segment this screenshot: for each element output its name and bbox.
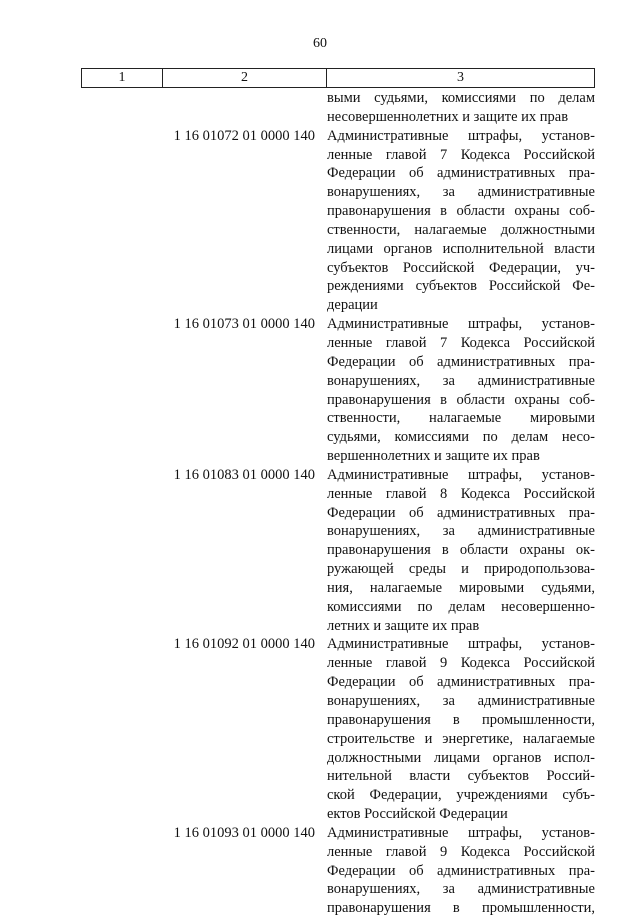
table-body <box>81 89 595 918</box>
budget-code-cell: 1 16 01083 01 0000 140 <box>173 466 315 483</box>
description-line: несовершеннолетних и защите их прав <box>327 108 569 125</box>
description-line: судьями, комиссиями по делам несо- <box>327 429 595 446</box>
table-row <box>81 127 595 315</box>
description-line: Административные штрафы, установ- <box>327 466 595 483</box>
description-line: ской Федерации, учреждениями субъ- <box>327 787 595 804</box>
description-line: ственности, налагаемые должностными <box>327 221 595 238</box>
budget-code-cell: 1 16 01072 01 0000 140 <box>173 127 315 144</box>
table-row <box>81 466 595 636</box>
table-row <box>81 89 595 127</box>
description-line: ленные главой 7 Кодекса Российской <box>327 334 595 351</box>
column-header-2: 2 <box>163 69 327 87</box>
budget-code-cell: 1 16 01093 01 0000 140 <box>173 824 315 841</box>
description-line: Административные штрафы, установ- <box>327 636 595 653</box>
table-row <box>81 315 595 466</box>
description-cell <box>327 635 595 823</box>
description-line: правонарушения в области охраны соб- <box>327 203 595 220</box>
description-line: Административные штрафы, установ- <box>327 127 595 144</box>
description-line: строительстве и энергетике, налагаемые <box>327 730 595 747</box>
description-line: ленные главой 9 Кодекса Российской <box>327 843 595 860</box>
description-cell <box>327 89 595 127</box>
description-line: вонарушениях, за административные <box>327 881 595 898</box>
description-cell <box>327 127 595 315</box>
description-line: Федерации об административных пра- <box>327 353 595 370</box>
budget-code-cell: 1 16 01073 01 0000 140 <box>173 316 315 333</box>
description-line: выми судьями, комиссиями по делам <box>327 90 595 106</box>
column-header-3: 3 <box>457 70 464 85</box>
description-line: субъектов Российской Федерации, уч- <box>327 259 595 276</box>
description-line: вонарушениях, за административные <box>327 523 595 540</box>
table-header <box>81 68 595 88</box>
description-line: нительной власти субъектов Россий- <box>327 768 595 785</box>
description-line: ленные главой 8 Кодекса Российской <box>327 485 595 502</box>
description-line: правонарушения в промышленности, <box>327 711 595 728</box>
description-line: комиссиями по делам несовершенно- <box>327 598 595 615</box>
budget-code-cell: 1 16 01092 01 0000 140 <box>173 636 315 653</box>
column-header-1: 1 <box>82 69 163 87</box>
description-line: Федерации об административных пра- <box>327 862 595 879</box>
table-row <box>81 635 595 823</box>
description-line: Административные штрафы, установ- <box>327 824 595 841</box>
description-line: вонарушениях, за административные <box>327 184 595 201</box>
description-line: вонарушениях, за административные <box>327 693 595 709</box>
budget-code-cell <box>81 89 327 127</box>
description-line: правонарушения в промышленности, <box>327 900 595 917</box>
description-line: реждениями субъектов Российской Фе- <box>327 278 595 295</box>
description-line: Федерации об административных пра- <box>327 674 595 691</box>
description-line: ния, налагаемые мировыми судьями, <box>327 579 595 596</box>
description-line: правонарушения в области охраны соб- <box>327 391 595 408</box>
description-line: ленные главой 9 Кодекса Российской <box>327 655 595 672</box>
description-line: дерации <box>327 297 378 314</box>
description-cell <box>327 315 595 466</box>
description-line: вонарушениях, за административные <box>327 372 595 389</box>
description-line: должностными лицами органов испол- <box>327 749 595 766</box>
description-line: летних и защите их прав <box>327 617 480 634</box>
page-number: 60 <box>313 36 327 51</box>
description-line: ленные главой 7 Кодекса Российской <box>327 146 595 163</box>
description-line: Федерации об административных пра- <box>327 165 595 182</box>
table-row <box>81 824 595 918</box>
description-line: ектов Российской Федерации <box>327 806 508 823</box>
description-line: Федерации об административных пра- <box>327 504 595 521</box>
description-line: ственности, налагаемые мировыми <box>327 410 595 427</box>
description-cell <box>327 466 595 636</box>
description-line: вершеннолетних и защите их прав <box>327 448 540 465</box>
description-line: Административные штрафы, установ- <box>327 316 595 333</box>
description-line: правонарушения в области охраны ок- <box>327 542 595 559</box>
description-line: лицами органов исполнительной власти <box>327 240 595 257</box>
description-cell <box>327 824 595 918</box>
description-line: ружающей среды и природопользова- <box>327 561 595 578</box>
